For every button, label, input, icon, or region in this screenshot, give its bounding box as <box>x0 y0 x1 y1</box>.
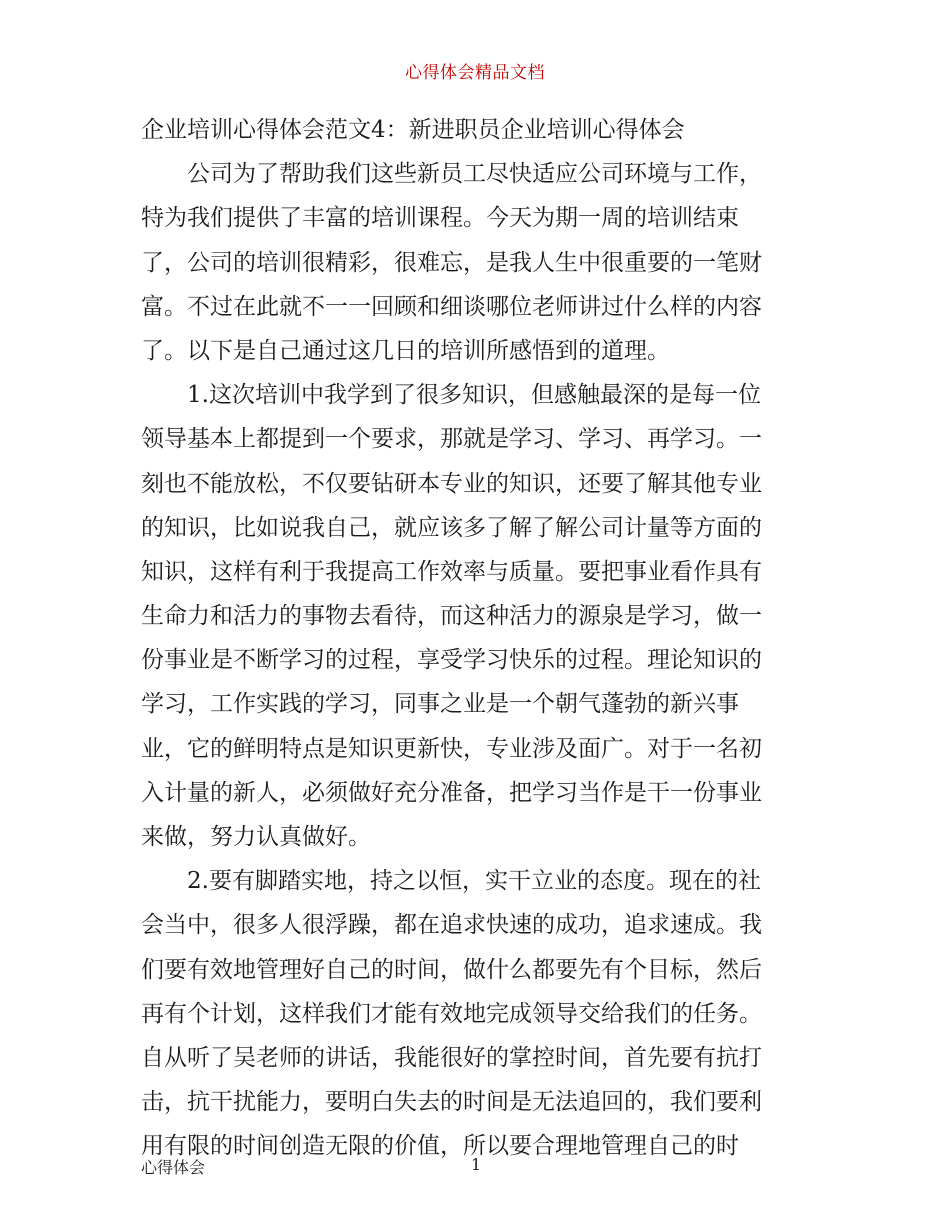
paragraph-line: 会当中，很多人很浮躁，都在追求快速的成功，追求速成。我 <box>141 912 762 939</box>
paragraph-line: 再有个计划，这样我们才能有效地完成领导交给我们的任务。 <box>141 1000 762 1027</box>
paragraph-line: 2.要有脚踏实地，持之以恒，实干立业的态度。现在的社 <box>187 868 761 895</box>
paragraph-list <box>141 152 813 1168</box>
paragraph-line: 了，公司的培训很精彩，很难忘，是我人生中很重要的一笔财 <box>141 249 762 276</box>
paragraph-line: 知识，这样有利于我提高工作效率与质量。要把事业看作具有 <box>141 558 762 585</box>
paragraph-line: 刻也不能放松，不仅要钻研本专业的知识，还要了解其他专业 <box>141 470 762 497</box>
paragraph-line: 份事业是不断学习的过程，享受学习快乐的过程。理论知识的 <box>141 647 762 674</box>
paragraph-line: 入计量的新人，必须做好充分准备，把学习当作是干一份事业 <box>141 779 762 806</box>
paragraph-line: 了。以下是自己通过这几日的培训所感悟到的道理。 <box>141 337 670 364</box>
document-heading: 企业培训心得体会范文4：新进职员企业培训心得体会 <box>141 117 685 143</box>
paragraph <box>141 152 813 373</box>
paragraph-line: 1.这次培训中我学到了很多知识，但感触最深的是每一位 <box>187 382 761 409</box>
paragraph-line: 用有限的时间创造无限的价值，所以要合理地管理自己的时 <box>141 1133 739 1160</box>
paragraph-line: 来做，努力认真做好。 <box>141 824 371 850</box>
document-body <box>141 108 813 1169</box>
paragraph-line: 领导基本上都提到一个要求，那就是学习、学习、再学习。一 <box>141 426 762 453</box>
footer-label: 心得体会 <box>141 1158 206 1177</box>
paragraph-line: 们要有效地管理好自己的时间，做什么都要先有个目标，然后 <box>141 956 762 983</box>
paragraph-line: 富。不过在此就不一一回顾和细谈哪位老师讲过什么样的内容 <box>141 293 762 320</box>
paragraph-line: 特为我们提供了丰富的培训课程。今天为期一周的培训结束 <box>141 205 739 232</box>
paragraph-line: 公司为了帮助我们这些新员工尽快适应公司环境与工作， <box>187 161 762 188</box>
paragraph-line: 学习，工作实践的学习，同事之业是一个朝气蓬勃的新兴事 <box>141 691 739 718</box>
paragraph-line: 业，它的鲜明特点是知识更新快，专业涉及面广。对于一名初 <box>141 735 762 762</box>
paragraph-line: 的知识，比如说我自己，就应该多了解了解公司计量等方面的 <box>141 514 762 541</box>
page-header-title: 心得体会精品文档 <box>405 63 545 83</box>
page-number: 1 <box>471 1155 482 1174</box>
paragraph-line: 自从听了吴老师的讲话，我能很好的掌控时间，首先要有抗打 <box>141 1044 762 1071</box>
paragraph <box>141 859 813 1168</box>
paragraph-line: 击，抗干扰能力，要明白失去的时间是无法追回的，我们要利 <box>141 1089 762 1116</box>
paragraph <box>141 373 813 859</box>
paragraph-line: 生命力和活力的事物去看待，而这种活力的源泉是学习，做一 <box>141 603 762 630</box>
